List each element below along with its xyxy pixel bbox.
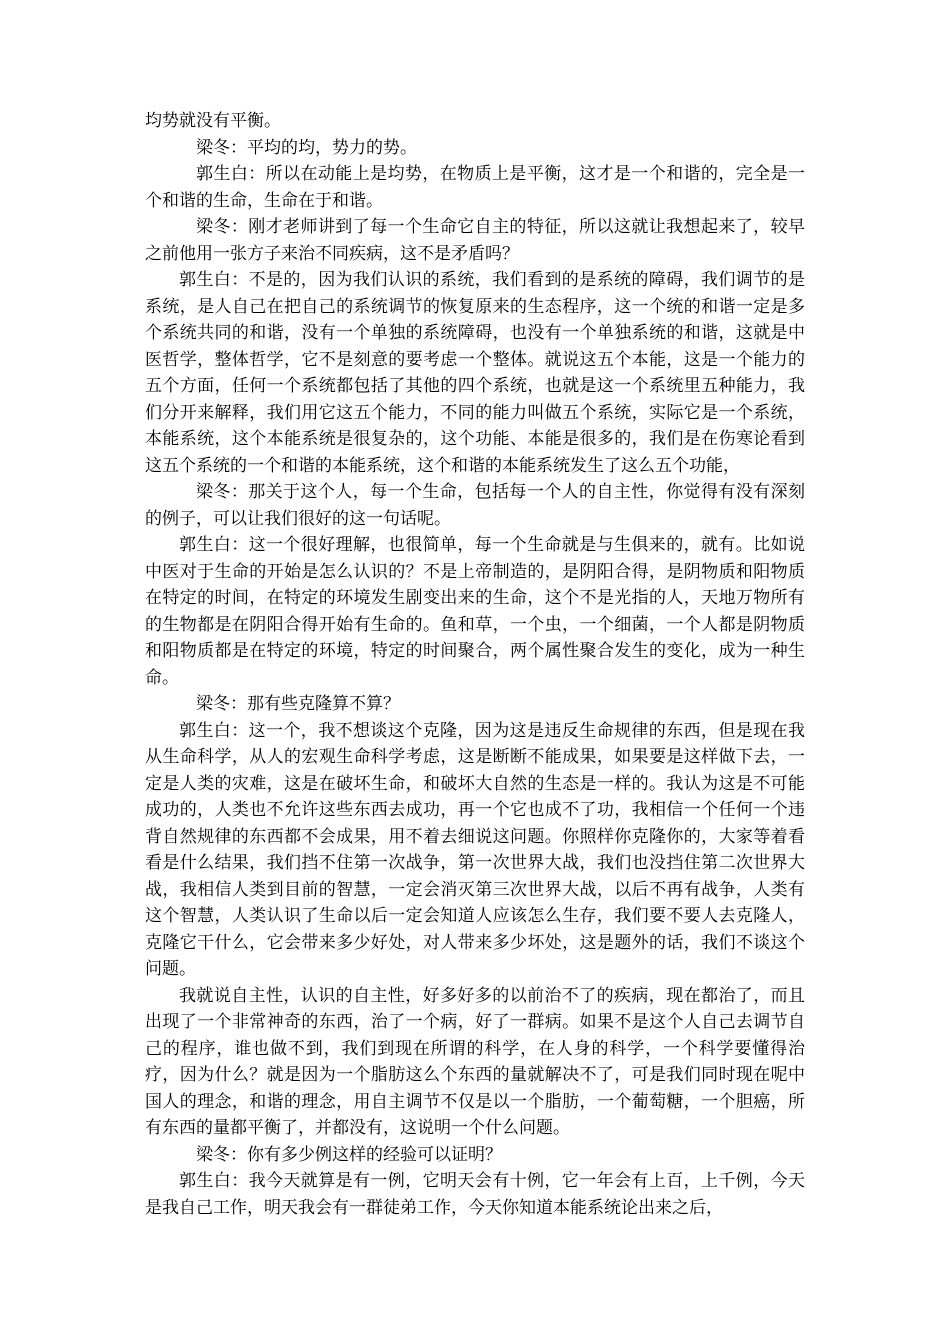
- paragraph-liangdong: 梁冬：那关于这个人，每一个生命，包括每一个人的自主性，你觉得有没有深刻的例子，可以让我们很好的这一句话呢。: [145, 482, 805, 529]
- document-page: [145, 108, 805, 1221]
- paragraph-guoshengbai: 郭生白：我今天就算是有一例，它明天会有十例，它一年会有上百，上千例，今天是我自己工作，明天我会有一群徒弟工作，今天你知道本能系统论出来之后，: [145, 1171, 805, 1218]
- paragraph-guoshengbai: 郭生白：这一个，我不想谈这个克隆，因为这是违反生命规律的东西，但是现在我从生命科学，从人的宏观生命科学考虑，这是断断不能成果，如果要是这样做下去，一定是人类的灾难，这是在破坏生命，和破坏大自然的生态是一样的。我认为这是不可能成功的，人类也不允许这些东西去成功，再一个它也成不了功，我相信一个任何一个违背自然规律的东西都不会成果，用不着去细说这问题。你照样你克隆你的，大家等着看看是什么结果，我们挡不住第一次战争，第一次世界大战，我们也没挡住第二次世界大战，我相信人类到目前的智慧，一定会消灭第三次世界大战，以后不再有战争，人类有这个智慧，人类认识了生命以后一定会知道人应该怎么生存，我们要不要人去克隆人，克隆它干什么，它会带来多少好处，对人带来多少坏处，这是题外的话，我们不谈这个问题。: [145, 720, 805, 979]
- paragraph-guoshengbai: 郭生白：这一个很好理解，也很简单，每一个生命就是与生俱来的，就有。比如说中医对于生命的开始是怎么认识的？不是上帝制造的，是阴阳合得，是阴物质和阳物质在特定的时间，在特定的环境发生剧变出来的生命，这个不是光指的人，天地万物所有的生物都是在阴阳合得开始有生命的。鱼和草，一个虫，一个细菌，一个人都是阴物质和阳物质都是在特定的环境，特定的时间聚合，两个属性聚合发生的变化，成为一种生命。: [145, 535, 805, 688]
- paragraph-liangdong: 梁冬：平均的均，势力的势。: [196, 137, 417, 158]
- paragraph-guoshengbai: 郭生白：不是的，因为我们认识的系统，我们看到的是系统的障碍，我们调节的是系统，是人自己在把自己的系统调节的恢复原来的生态程序，这一个统的和谐一定是多个系统共同的和谐，没有一个单独的系统障碍，也没有一个单独系统的和谐，这就是中医哲学，整体哲学，它不是刻意的要考虑一个整体。就说这五个本能，这是一个能力的五个方面，任何一个系统都包括了其他的四个系统，也就是这一个系统里五种能力，我们分开来解释，我们用它这五个能力，不同的能力叫做五个系统，实际它是一个系统，本能系统，这个本能系统是很复杂的，这个功能、本能是很多的，我们是在伤寒论看到这五个系统的一个和谐的本能系统，这个和谐的本能系统发生了这么五个功能，: [145, 270, 805, 476]
- paragraph-liangdong: 梁冬：刚才老师讲到了每一个生命它自主的特征，所以这就让我想起来了，较早之前他用一张方子来治不同疾病，这不是矛盾吗？: [145, 217, 805, 264]
- paragraph-body: 我就说自主性，认识的自主性，好多好多的以前治不了的疾病，现在都治了，而且出现了一个非常神奇的东西，治了一个病，好了一群病。如果不是这个人自己去调节自己的程序，谁也做不到，我们到现在所谓的科学，在人身的科学，一个科学要懂得治疗，因为什么？就是因为一个脂肪这么个东西的量就解决不了，可是我们同时现在呢中国人的理念，和谐的理念，用自主调节不仅是以一个脂肪，一个葡萄糖，一个胆癌，所有东西的量都平衡了，并都没有，这说明一个什么问题。: [145, 985, 805, 1138]
- paragraph-liangdong: 梁冬：那有些克隆算不算？: [196, 694, 400, 714]
- paragraph-continuation: 均势就没有平衡。: [145, 111, 281, 131]
- paragraph-guoshengbai: 郭生白：所以在动能上是均势，在物质上是平衡，这才是一个和谐的，完全是一个和谐的生命，生命在于和谐。: [145, 164, 805, 211]
- paragraph-liangdong: 梁冬：你有多少例这样的经验可以证明？: [196, 1144, 502, 1165]
